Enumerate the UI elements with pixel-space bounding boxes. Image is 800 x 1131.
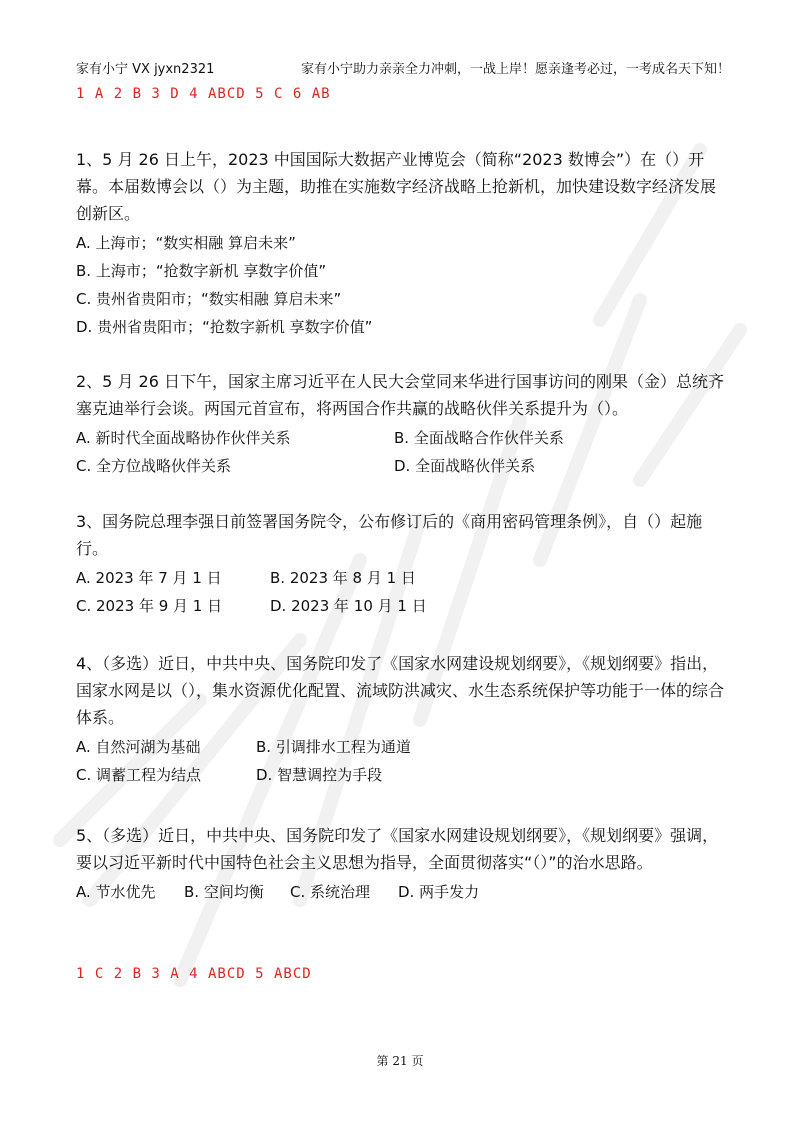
option-b: B. 空间均衡 [184,883,264,901]
question-2 [76,368,726,480]
question-stem: 5、（多选）近日，中共中央、国务院印发了《国家水网建设规划纲要》，《规划纲要》强调，要以习近平新时代中国特色社会主义思想为指导，全面贯彻落实“（）”的治水思路。 [76,826,719,872]
question-4 [76,650,726,789]
option-a: A. 新时代全面战略协作伙伴关系 [76,429,291,447]
option-d: D. 智慧调控为手段 [256,766,383,784]
option-c: C. 系统治理 [290,883,371,901]
option-b: B. 上海市；“抢数字新机 享数字价值” [76,262,327,280]
question-stem: 4、（多选）近日，中共中央、国务院印发了《国家水网建设规划纲要》，《规划纲要》指出，国家水网是以（），集水资源优化配置、流域防洪减灾、水生态系统保护等功能于一体的综合体系。 [76,654,725,727]
question-stem: 3、国务院总理李强日前签署国务院令，公布修订后的《商用密码管理条例》，自（）起施行。 [76,512,703,558]
option-d: D. 2023 年 10 月 1 日 [270,597,427,615]
question-1 [76,146,726,341]
question-3 [76,508,726,620]
option-c: C. 全方位战略伙伴关系 [76,457,232,475]
option-d: D. 贵州省贵阳市；“抢数字新机 享数字价值” [76,318,373,336]
option-a: A. 自然河湖为基础 [76,738,201,756]
header-right-text: 家有小宁助力亲亲全力冲刺，一战上岸！愿亲逢考必过，一考成名天下知！ [300,62,730,77]
page-header [76,58,730,78]
answer-key-bottom: 1 C 2 B 3 A 4 ABCD 5 ABCD [76,966,312,982]
option-a: A. 2023 年 7 月 1 日 [76,569,222,587]
answer-key-top: 1 A 2 B 3 D 4 ABCD 5 C 6 AB [76,86,331,102]
question-stem: 2、5 月 26 日下午，国家主席习近平在人民大会堂同来华进行国事访问的刚果（金）总统齐塞克迪举行会谈。两国元首宣布，将两国合作共赢的战略伙伴关系提升为（）。 [76,372,724,418]
option-c: C. 调蓄工程为结点 [76,766,202,784]
option-b: B. 2023 年 8 月 1 日 [270,569,416,587]
option-b: B. 全面战略合作伙伴关系 [394,429,564,447]
page-number: 第 21 页 [376,1054,424,1068]
option-b: B. 引调排水工程为通道 [256,738,411,756]
option-d: D. 两手发力 [398,883,480,901]
option-a: A. 节水优先 [76,883,156,901]
option-d: D. 全面战略伙伴关系 [394,457,536,475]
question-5 [76,822,726,906]
option-c: C. 2023 年 9 月 1 日 [76,597,223,615]
option-c: C. 贵州省贵阳市；“数实相融 算启未来” [76,290,342,308]
question-stem: 1、5 月 26 日上午，2023 中国国际大数据产业博览会（简称“2023 数博会”）在（）开幕。本届数博会以（）为主题，助推在实施数字经济战略上抢新机，加快建设数字经济发展创新区。 [76,150,717,223]
option-a: A. 上海市；“数实相融 算启未来” [76,234,296,252]
header-left-text: 家有小宁 VX jyxn2321 [76,62,215,77]
